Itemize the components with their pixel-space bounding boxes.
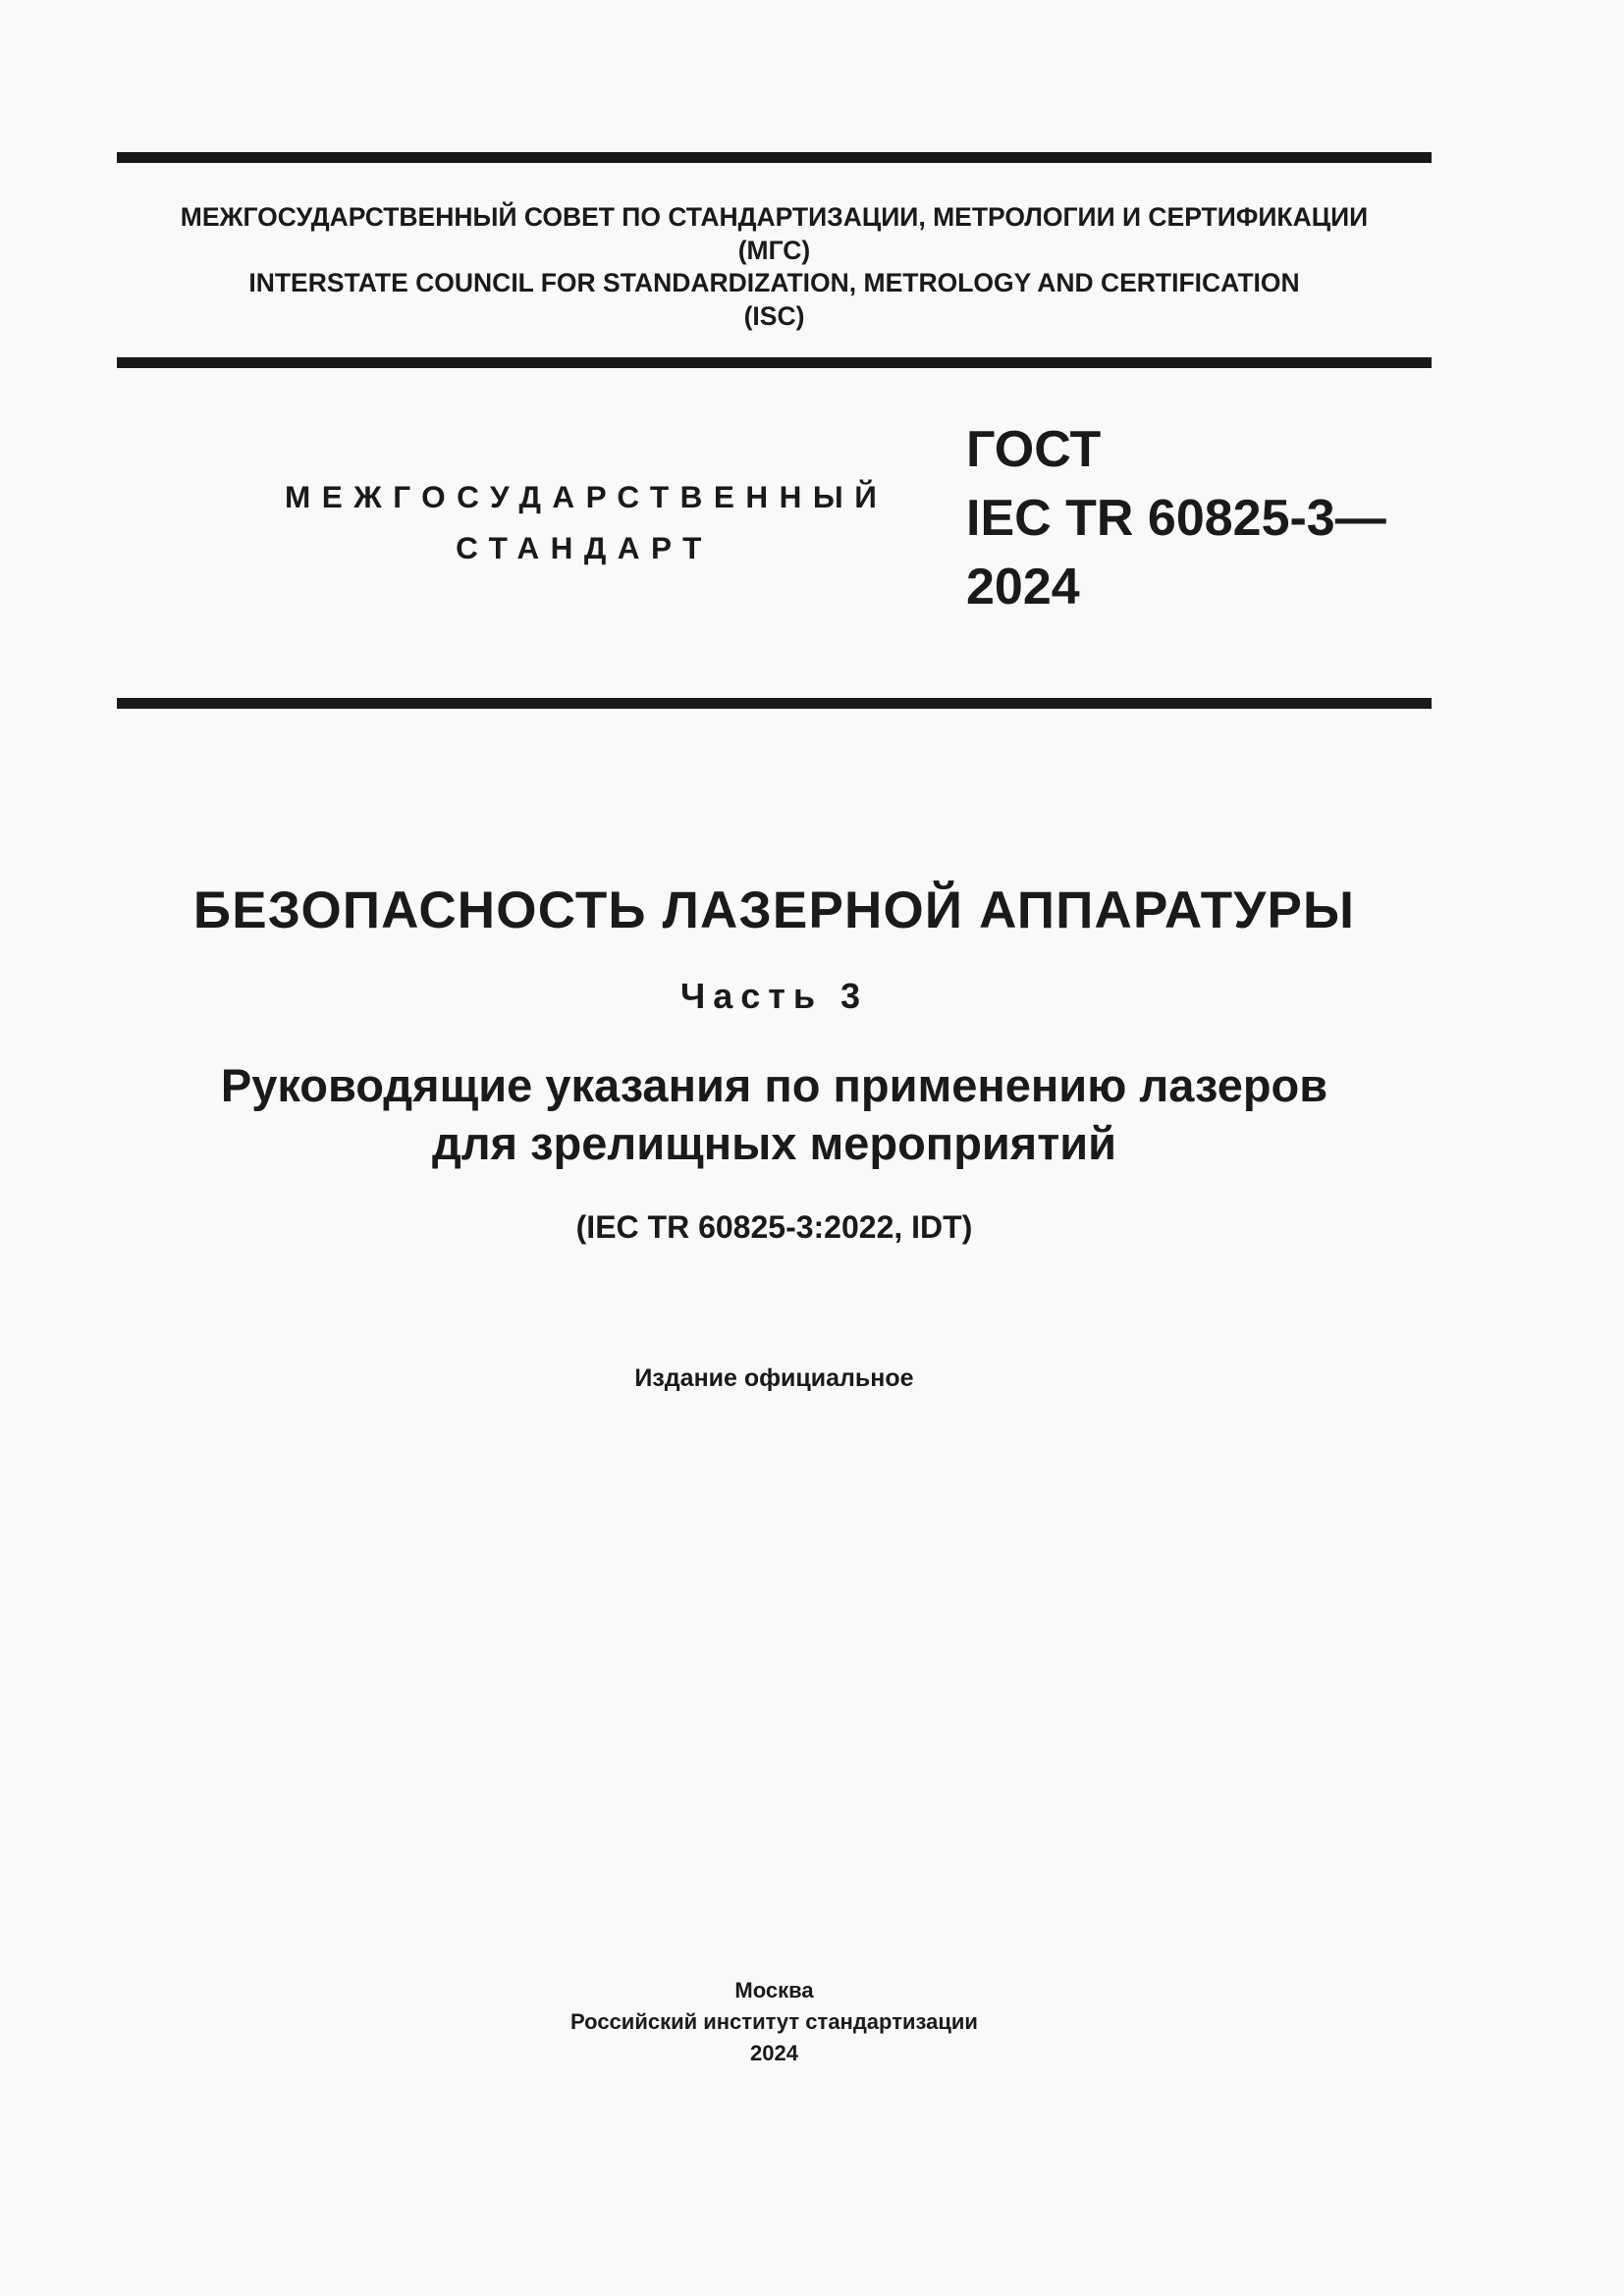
council-header [117, 201, 1432, 333]
subtitle [117, 1056, 1432, 1172]
designation-line1: ГОСТ [966, 421, 1102, 478]
imprint [117, 1975, 1432, 2069]
council-abbr-en: (ISC) [743, 300, 805, 331]
subtitle-line2: для зрелищных мероприятий [431, 1117, 1117, 1169]
council-name-en: INTERSTATE COUNCIL FOR STANDARDIZATION, METROLOGY AND CERTIFICATION [248, 268, 1300, 297]
edition-note: Издание официальное [634, 1364, 914, 1392]
standard-kind [285, 471, 889, 573]
designation-rule [117, 698, 1432, 709]
standard-kind-line1: МЕЖГОСУДАРСТВЕННЫЙ [285, 479, 889, 514]
designation-line3: 2024 [966, 559, 1080, 615]
standard-kind-line2: СТАНДАРТ [456, 530, 713, 565]
council-rule [117, 357, 1432, 368]
international-reference: (IEC TR 60825-3:2022, IDT) [575, 1209, 973, 1245]
council-name-ru: МЕЖГОСУДАРСТВЕННЫЙ СОВЕТ ПО СТАНДАРТИЗАЦИИ, МЕТРОЛОГИИ И СЕРТИФИКАЦИИ [180, 202, 1369, 232]
part-number: Часть 3 [679, 976, 869, 1016]
imprint-city: Москва [734, 1978, 814, 2002]
standard-designation [966, 415, 1386, 621]
designation-line2: IEC TR 60825-3— [966, 490, 1386, 547]
top-rule [117, 152, 1432, 163]
imprint-publisher: Российский институт стандартизации [570, 2009, 978, 2034]
subtitle-line1: Руководящие указания по применению лазеров [220, 1059, 1328, 1111]
main-title: БЕЗОПАСНОСТЬ ЛАЗЕРНОЙ АППАРАТУРЫ [192, 881, 1356, 939]
council-abbr-ru: (МГС) [737, 235, 811, 265]
imprint-year: 2024 [750, 2041, 798, 2065]
